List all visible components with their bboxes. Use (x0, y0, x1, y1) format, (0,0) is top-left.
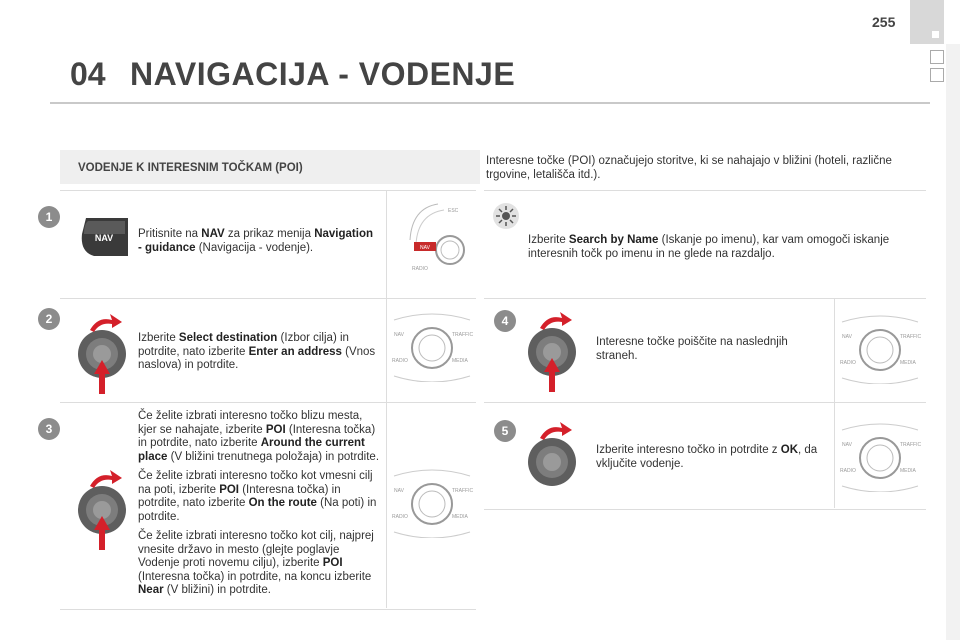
step-4-text: Interesne točke poiščite na naslednjih straneh. (596, 336, 788, 362)
section-title: VODENJE K INTERESNIM TOČKAM (POI) (78, 162, 303, 174)
chapter-number: 04 (70, 56, 106, 92)
step-5-text: Izberite interesno točko in potrdite z OK, da vključite vodenje. (596, 444, 818, 470)
device-esc-label: ESC (448, 208, 459, 214)
side-box-top (930, 50, 944, 64)
step-1-text: Pritisnite na NAV za prikaz menija Navigation - guidance (Navigacija - vodenje). (138, 228, 373, 254)
step-3-text (138, 410, 380, 604)
step-2-text: Izberite Select destination (Izbor cilja) in potrdite, nato izberite Enter an address (Vnos naslova) in potrdite. (138, 332, 376, 371)
device-media-label-2: MEDIA (452, 358, 468, 364)
device-traffic-label-2: TRAFFIC (452, 332, 474, 338)
tip-text: Izberite Search by Name (Iskanje po imenu), kar vam omogoči iskanje interesnih točk po imenu in ne glede na razdaljo. (528, 234, 890, 260)
knob-press-icon-5 (522, 418, 584, 502)
page-number: 255 (872, 14, 896, 30)
side-box-bottom (930, 68, 944, 82)
tip-bulb-icon (492, 202, 520, 230)
nav-button-icon (76, 214, 134, 260)
device-radio-label-3: RADIO (392, 514, 408, 520)
chapter-title: NAVIGACIJA - VODENJE (130, 56, 516, 92)
step-3-paragraph-2: Če želite izbrati interesno točko kot vmesni cilj na poti, izberite POI (Interesna točka) in potrdite, nato izberite On the route (Na poti) in potrdite. (138, 470, 377, 523)
device-traffic-label-5: TRAFFIC (900, 442, 922, 448)
device-media-label-5: MEDIA (900, 468, 916, 474)
right-image-divider (834, 298, 835, 508)
step-badge-1: 1 (38, 206, 60, 228)
device-media-label-3: MEDIA (452, 514, 468, 520)
device-knob-illustration-2 (390, 310, 474, 382)
device-media-label-4: MEDIA (900, 360, 916, 366)
device-knob-illustration-3 (390, 466, 474, 538)
device-nav-illustration (398, 200, 472, 284)
device-radio-label-5: RADIO (840, 468, 856, 474)
device-traffic-label-3: TRAFFIC (452, 488, 474, 494)
corner-dot (932, 31, 939, 38)
device-knob-illustration-4 (838, 312, 922, 384)
device-nav-label-4: NAV (842, 334, 852, 340)
step-3-paragraph-1: Če želite izbrati interesno točko blizu mesta, kjer se nahajate, izberite POI (Interesna točka) in potrdite, nato izberite Around the current place (V bližini trenutnega položaja) in potrdite. (138, 410, 380, 463)
step-badge-4: 4 (494, 310, 516, 332)
device-radio-label-4: RADIO (840, 360, 856, 366)
title-underline (50, 102, 930, 104)
device-knob-illustration-5 (838, 420, 922, 492)
device-nav-label-2: NAV (394, 332, 404, 338)
knob-push-icon-3 (72, 470, 134, 554)
image-column-divider (386, 190, 387, 608)
page-corner-tab (910, 0, 944, 44)
device-nav-label-5: NAV (842, 442, 852, 448)
step-badge-3: 3 (38, 418, 60, 440)
knob-push-icon-2 (72, 314, 134, 398)
device-radio-label-2: RADIO (392, 358, 408, 364)
device-traffic-label-4: TRAFFIC (900, 334, 922, 340)
side-strip (946, 44, 960, 640)
step-badge-2: 2 (38, 308, 60, 330)
intro-text: Interesne točke (POI) označujejo storitve, ki se nahajajo v bližini (hoteli, različne trgovine, letališča itd.). (486, 155, 892, 181)
step-3-paragraph-3: Če želite izbrati interesno točko kot cilj, najprej vnesite državo in mesto (glejte poglavje Vodenje proti novemu cilju), izberite POI (Interesna točka) in potrdite, na koncu izberite Near (V bližini) in potrdite. (138, 530, 374, 596)
device-nav-label-3: NAV (394, 488, 404, 494)
step-badge-5: 5 (494, 420, 516, 442)
device-nav-label: NAV (420, 245, 430, 251)
nav-button-label: NAV (94, 233, 114, 243)
device-radio-label: RADIO (412, 266, 428, 272)
knob-push-icon-4 (522, 312, 584, 396)
